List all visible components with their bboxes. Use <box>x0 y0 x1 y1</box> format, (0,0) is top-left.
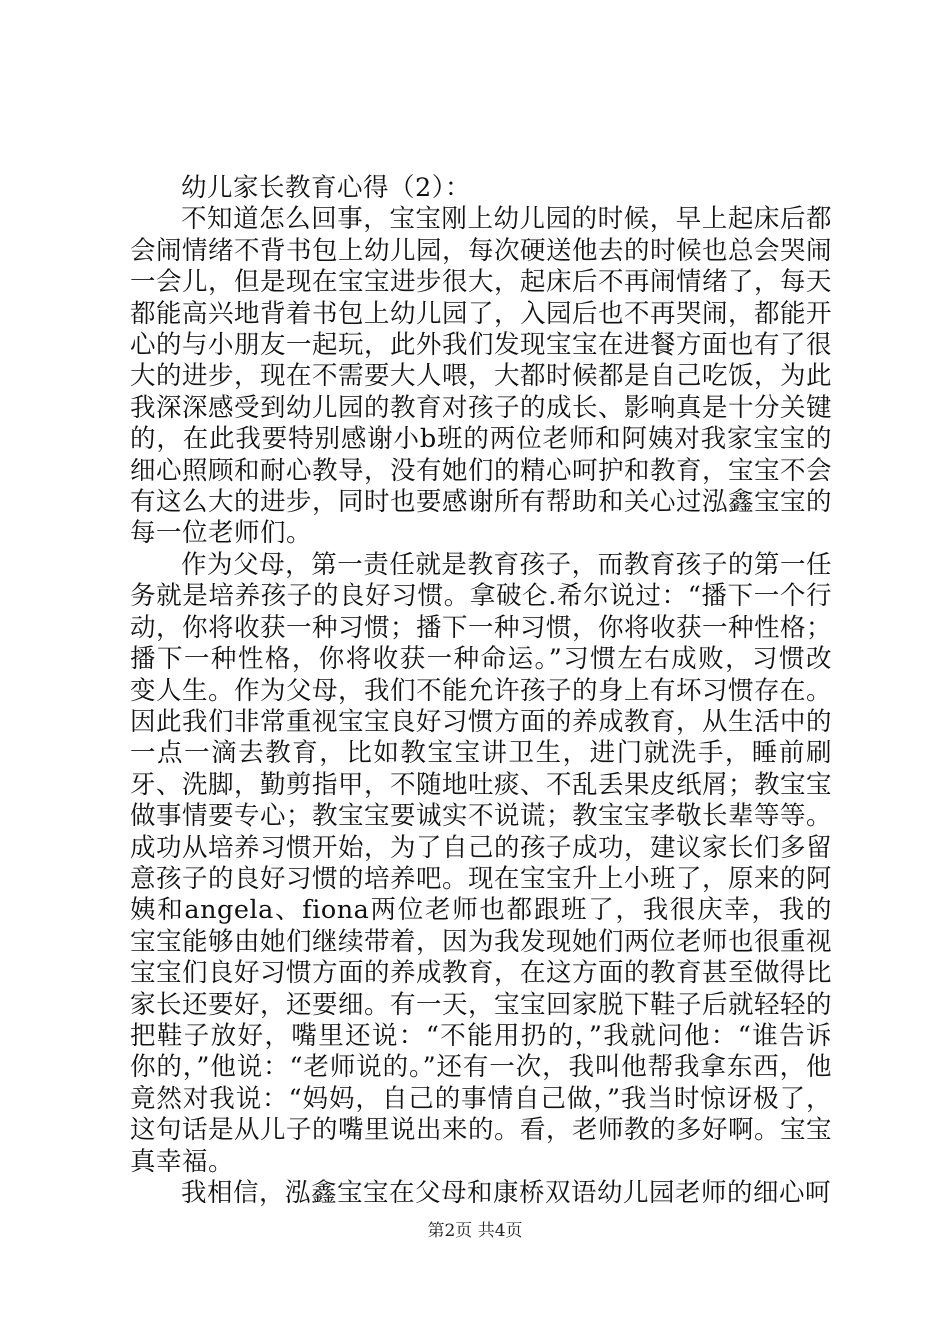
paragraph-3: 我相信，泓鑫宝宝在父母和康桥双语幼儿园老师的细心呵 <box>181 1178 832 1208</box>
document-heading: 幼儿家长教育心得（2）： <box>181 173 471 203</box>
paragraph-1: 不知道怎么回事，宝宝刚上幼儿园的时候，早上起床后都会闹情绪不背书包上幼儿园，每次硬送他去的时候也总会哭闹一会儿，但是现在宝宝进步很大，起床后不再闹情绪了，每天都能高兴地背着书包上幼儿园了，入园后也不再哭闹，都能开心的与小朋友一起玩，此外我们发现宝宝在进餐方面也有了很大的进步，现在不需要大人喂，大都时候都是自己吃饭，为此我深深感受到幼儿园的教育对孩子的成长、影响真是十分关键的，在此我要特别感谢小b班的两位老师和阿姨对我家宝宝的细心照顾和耐心教导，没有她们的精心呵护和教育，宝宝不会有这么大的进步，同时也要感谢所有帮助和关心过泓鑫宝宝的每一位老师们。 <box>130 204 833 549</box>
document-body <box>130 173 832 1209</box>
page-footer: 第2页 共4页 <box>427 1221 523 1241</box>
paragraph-2: 作为父母，第一责任就是教育孩子，而教育孩子的第一任务就是培养孩子的良好习惯。拿破仑.希尔说过：“播下一个行动，你将收获一种习惯；播下一种习惯，你将收获一种性格；播下一种性格，你将收获一种命运。”习惯左右成败，习惯改变人生。作为父母，我们不能允许孩子的身上有坏习惯存在。因此我们非常重视宝宝良好习惯方面的养成教育，从生活中的一点一滴去教育，比如教宝宝讲卫生，进门就洗手，睡前刷牙、洗脚，勤剪指甲，不随地吐痰、不乱丢果皮纸屑；教宝宝做事情要专心；教宝宝要诚实不说谎；教宝宝孝敬长辈等等。成功从培养习惯开始，为了自己的孩子成功，建议家长们多留意孩子的良好习惯的培养吧。现在宝宝升上小班了，原来的阿姨和angela、fiona两位老师也都跟班了，我很庆幸，我的宝宝能够由她们继续带着，因为我发现她们两位老师也很重视宝宝们良好习惯方面的养成教育，在这方面的教育甚至做得比家长还要好，还要细。有一天，宝宝回家脱下鞋子后就轻轻的把鞋子放好，嘴里还说：“不能用扔的，”我就问他：“谁告诉你的，”他说：“老师说的。”还有一次，我叫他帮我拿东西，他竟然对我说：“妈妈，自己的事情自己做，”我当时惊讶极了，这句话是从儿子的嘴里说出来的。看，老师教的多好啊。宝宝真幸福。 <box>130 549 833 1177</box>
